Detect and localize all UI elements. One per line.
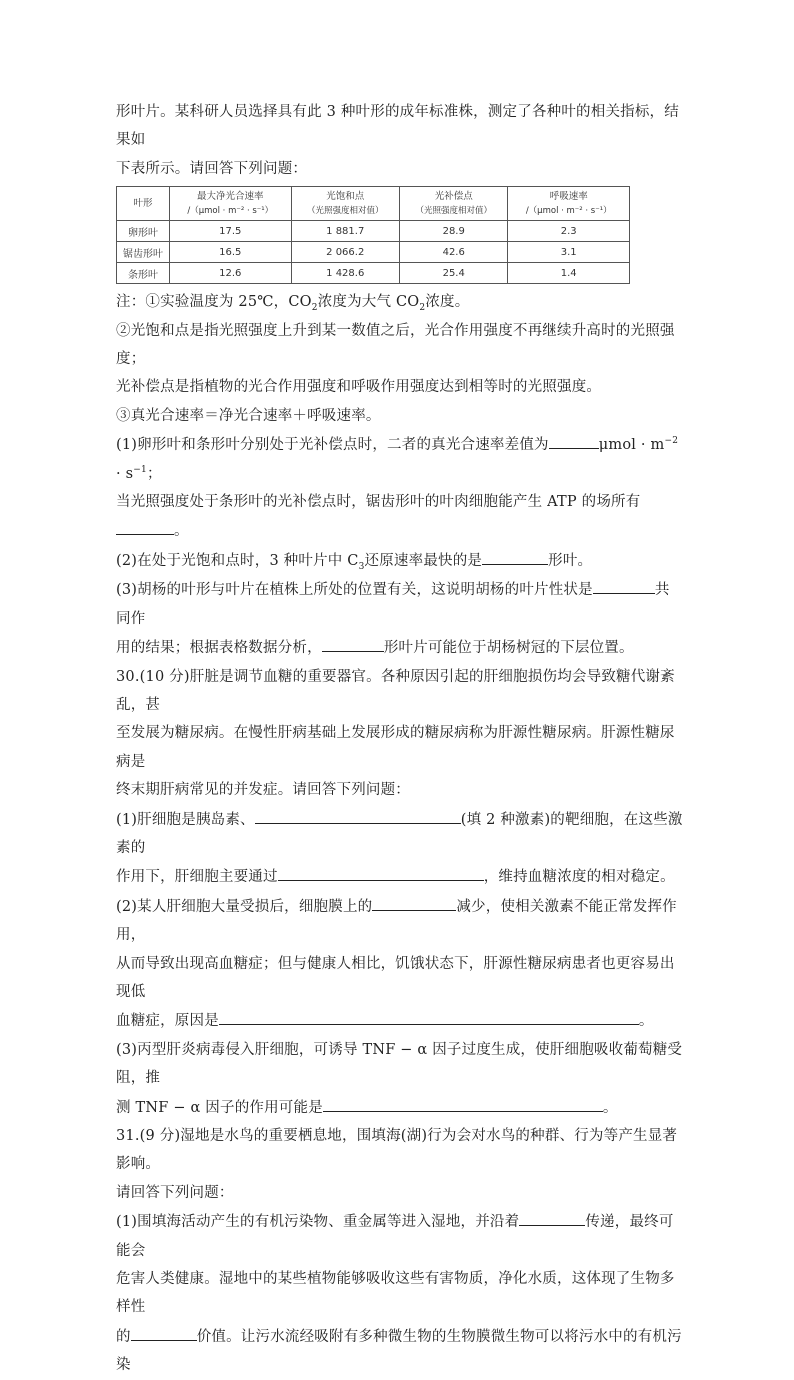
answer-blank[interactable] (323, 1093, 603, 1112)
header-light-compensation: 光补偿点 （光照强度相对值） (399, 187, 507, 221)
answer-blank[interactable] (519, 1207, 585, 1226)
intro-line-1: 形叶片。某科研人员选择具有此 3 种叶形的成年标准株，测定了各种叶的相关指标，结果如 (116, 104, 679, 149)
question-30-intro-3: 终末期肝病常见的并发症。请回答下列问题： (116, 782, 410, 799)
answer-blank[interactable] (482, 546, 548, 565)
header-leaf-shape: 叶形 (117, 187, 170, 221)
table-row (117, 263, 630, 284)
table-header-row (117, 187, 630, 221)
table-cell: 2.3 (508, 221, 630, 242)
question-30-3-line-1: (3)丙型肝炎病毒侵入肝细胞，可诱导 TNF − α 因子过度生成，使肝细胞吸收葡萄糖受阻，推 (116, 1041, 683, 1087)
table-cell: 锯齿形叶 (117, 242, 170, 263)
question-30-2-line-1: (2)某人肝细胞大量受损后，细胞膜上的 减少，使相关激素不能正常发挥作用， (116, 892, 684, 950)
table-cell: 1.4 (508, 263, 630, 284)
table-cell: 28.9 (399, 221, 507, 242)
table-cell: 25.4 (399, 263, 507, 284)
header-light-saturation: 光饱和点 （光照强度相对值） (291, 187, 399, 221)
question-29-1-line-2: 当光照强度处于条形叶的光补偿点时，锯齿形叶的叶肉细胞能产生 ATP 的场所有。 (116, 494, 641, 540)
table-cell: 12.6 (170, 263, 292, 284)
table-cell: 42.6 (399, 242, 507, 263)
table-cell: 1 428.6 (291, 263, 399, 284)
answer-blank[interactable] (549, 430, 599, 449)
question-29-3-line-2: 用的结果；根据表格数据分析， 形叶片可能位于胡杨树冠的下层位置。 (116, 633, 684, 662)
intro-line-2: 下表所示。请回答下列问题： (116, 160, 308, 177)
document-content (116, 98, 684, 1380)
question-29-2: (2)在处于光饱和点时，3 种叶片中 $C_3$还原速率最快的是 形叶。 (116, 546, 684, 575)
question-31-intro-1: 31.(9 分)湿地是水鸟的重要栖息地，围填海(湖)行为会对水鸟的种群、行为等产生显著影响。 (116, 1128, 678, 1173)
header-respiration-rate: 呼吸速率 /（μmol · m⁻² · s⁻¹） (508, 187, 630, 221)
question-31-1-line-2: 危害人类健康。湿地中的某些植物能够吸收这些有害物质，净化水质，这体现了生物多样性 (116, 1271, 675, 1316)
table-row (117, 221, 630, 242)
answer-blank[interactable] (219, 1006, 639, 1025)
question-30-2-line-3: 血糖症，原因是 。 (116, 1006, 684, 1035)
table-cell: 条形叶 (117, 263, 170, 284)
answer-blank[interactable] (131, 1322, 197, 1341)
note-2-line-1: ②光饱和点是指光照强度上升到某一数值之后，光合作用强度不再继续升高时的光照强度； (116, 322, 675, 368)
question-30-1-line-1: (1)肝细胞是胰岛素、 (填 2 种激素)的靶细胞，在这些激素的 (116, 805, 684, 863)
table-cell: 2 066.2 (291, 242, 399, 263)
table-cell: 17.5 (170, 221, 292, 242)
note-3: ③真光合速率＝净光合速率＋呼吸速率。 (116, 407, 381, 424)
answer-blank[interactable] (255, 805, 461, 824)
question-31-1-line-3: 的 价值。让污水流经吸附有多种微生物的生物膜微生物可以将污水中的有机污染 (116, 1322, 684, 1380)
answer-blank[interactable] (116, 516, 174, 535)
note-2-line-2: 光补偿点是指植物的光合作用强度和呼吸作用强度达到相等时的光照强度。 (116, 379, 602, 396)
answer-blank[interactable] (322, 633, 384, 652)
answer-blank[interactable] (278, 862, 484, 881)
question-30-3-line-2: 测 TNF − α 因子的作用可能是 。 (116, 1093, 684, 1122)
table-cell: 1 881.7 (291, 221, 399, 242)
question-30-1-line-2: 作用下，肝细胞主要通过 ，维持血糖浓度的相对稳定。 (116, 862, 684, 891)
table-cell: 3.1 (508, 242, 630, 263)
answer-blank[interactable] (593, 575, 655, 594)
table-cell: 16.5 (170, 242, 292, 263)
question-31-1-line-1: (1)围填海活动产生的有机污染物、重金属等进入湿地，并沿着 传递，最终可能会 (116, 1207, 684, 1265)
table-row (117, 242, 630, 263)
header-max-net-photosynthesis: 最大净光合速率 /（μmol · m⁻² · s⁻¹） (170, 187, 292, 221)
question-30-intro-2: 至发展为糖尿病。在慢性肝病基础上发展形成的糖尿病称为肝源性糖尿病。肝源性糖尿病是 (116, 725, 675, 770)
note-1: 注：①实验温度为 25℃，$CO_2$浓度为大气 $CO_2$浓度。 (116, 294, 470, 314)
leaf-data-table (116, 186, 630, 284)
question-29-1-line-1: (1)卵形叶和条形叶分别处于光补偿点时，二者的真光合速率差值为 $\mu mol \cdot m^{-2} \cdot s^{-1}$； (116, 430, 684, 488)
question-30-2-line-2: 从而导致出现高血糖症；但与健康人相比，饥饿状态下，肝源性糖尿病患者也更容易出现低 (116, 955, 675, 1000)
question-30-intro-1: 30.(10 分)肝脏是调节血糖的重要器官。各种原因引起的肝细胞损伤均会导致糖代谢紊乱，甚 (116, 668, 675, 713)
table-cell: 卵形叶 (117, 221, 170, 242)
question-31-intro-2: 请回答下列问题： (116, 1184, 234, 1201)
answer-blank[interactable] (372, 892, 456, 911)
question-29-3-line-1: (3)胡杨的叶形与叶片在植株上所处的位置有关，这说明胡杨的叶片性状是 共同作 (116, 575, 684, 633)
